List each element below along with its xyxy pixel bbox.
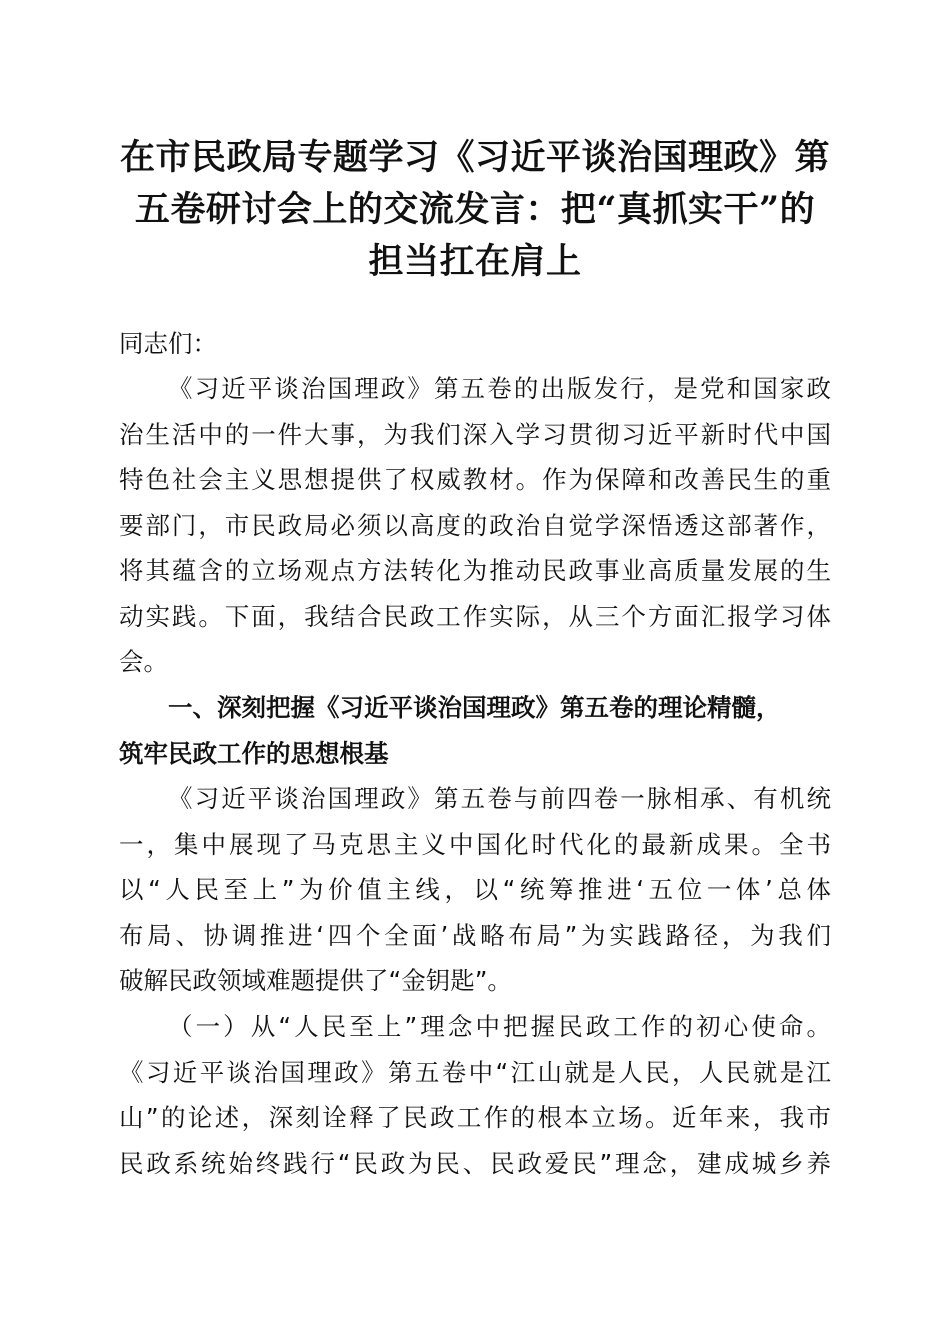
heading-line: 一、深刻把握《习近平谈治国理政》第五卷的理论精髓， <box>168 693 781 722</box>
title-line: 五卷研讨会上的交流发言：把“真抓实干”的 <box>134 189 816 230</box>
paragraph-line: 《习近平谈治国理政》第五卷与前四卷一脉相承、有机统 <box>168 784 831 813</box>
paragraph-line: 动实践。下面，我结合民政工作实际，从三个方面汇报学习体 <box>119 601 831 631</box>
paragraph-line: 破解民政领域难题提供了“金钥匙”。 <box>119 966 512 995</box>
paragraph-line: 治生活中的一件大事，为我们深入学习贯彻习近平新时代中国 <box>119 419 831 449</box>
paragraph-line: 《习近平谈治国理政》第五卷中“江山就是人民，人民就是江 <box>119 1057 831 1087</box>
paragraph-line: （一）从“人民至上”理念中把握民政工作的初心使命。 <box>168 1012 831 1041</box>
paragraph-line: 特色社会主义思想提供了权威教材。作为保障和改善民生的重 <box>119 465 831 494</box>
section-heading <box>119 685 831 776</box>
paragraph-line: 山”的论述，深刻诠释了民政工作的根本立场。近年来，我市 <box>119 1103 831 1132</box>
paragraph-line: 要部门，市民政局必须以高度的政治自觉学深悟透这部著作， <box>119 510 831 540</box>
title-line: 在市民政局专题学习《习近平谈治国理政》第 <box>119 137 830 178</box>
heading-line: 筑牢民政工作的思想根基 <box>119 738 389 768</box>
paragraph-line: 布局、协调推进‘四个全面’战略布局”为实践路径，为我们 <box>119 920 831 950</box>
document-title <box>100 132 850 288</box>
paragraph-line: 《习近平谈治国理政》第五卷的出版发行，是党和国家政 <box>168 374 831 403</box>
paragraph-line: 以“人民至上”为价值主线，以“统筹推进‘五位一体’总体 <box>119 875 831 904</box>
paragraph-line: 会。 <box>119 647 168 676</box>
subsection-paragraph <box>119 1004 831 1186</box>
section-paragraph <box>119 776 831 1004</box>
paragraph-line: 民政系统始终践行“民政为民、民政爱民”理念，建成城乡养 <box>119 1148 831 1178</box>
paragraph-line: 将其蕴含的立场观点方法转化为推动民政事业高质量发展的生 <box>119 556 831 585</box>
title-line: 担当扛在肩上 <box>368 241 582 282</box>
paragraph-line: 一，集中展现了马克思主义中国化时代化的最新成果。全书 <box>119 829 831 859</box>
greeting: 同志们： <box>119 329 217 358</box>
intro-paragraph <box>119 366 831 685</box>
